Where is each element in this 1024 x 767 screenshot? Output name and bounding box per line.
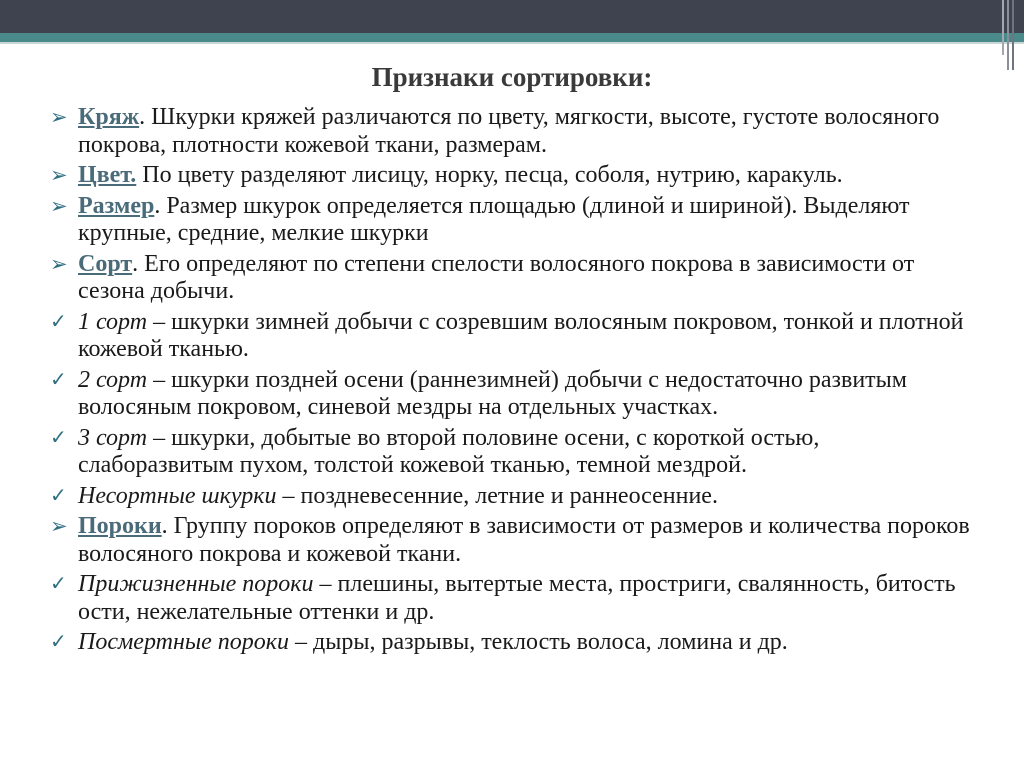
check-bullet-icon: ✓ bbox=[50, 368, 67, 391]
term-color: Цвет. bbox=[78, 162, 137, 188]
term-lifetime-defects: Прижизненные пороки bbox=[78, 571, 314, 597]
list-item-color bbox=[50, 162, 980, 190]
check-bullet-icon: ✓ bbox=[50, 426, 67, 449]
list-item-kryazh bbox=[50, 104, 980, 159]
item-text: . Шкурки кряжей различаются по цвету, мягкости, высоте, густоте волосяного покрова, плотности кожевой ткани, размерам. bbox=[78, 104, 940, 158]
item-text: . Его определяют по степени спелости волосяного покрова в зависимости от сезона добычи. bbox=[78, 250, 915, 304]
check-bullet-icon: ✓ bbox=[50, 631, 67, 653]
item-text: – шкурки, добытые во второй половине осени, с короткой остью, слаборазвитым пухом, толстой кожевой тканью, темной мездрой. bbox=[78, 424, 820, 478]
slide-title: Признаки сортировки: bbox=[371, 62, 653, 92]
list-item-grade-2 bbox=[50, 367, 980, 422]
arrow-bullet-icon: ➢ bbox=[50, 193, 68, 218]
arrow-bullet-icon: ➢ bbox=[50, 514, 68, 538]
decorative-stripes bbox=[994, 0, 1014, 70]
term-grade-3: 3 сорт bbox=[78, 424, 148, 451]
check-bullet-icon: ✓ bbox=[50, 484, 67, 507]
top-bar-line bbox=[0, 42, 1024, 44]
list-item-grade-1 bbox=[50, 309, 980, 364]
item-text: – плешины, вытертые места, простриги, свалянность, битость ости, нежелательные оттенки и др. bbox=[78, 571, 956, 625]
arrow-bullet-icon: ➢ bbox=[50, 163, 68, 187]
term-defects: Пороки bbox=[78, 513, 162, 539]
term-kryazh: Кряж bbox=[78, 104, 140, 130]
term-grade-2: 2 сорт bbox=[78, 366, 148, 393]
item-text: – поздневесенние, летние и раннеосенние. bbox=[276, 482, 718, 509]
list-item-grade bbox=[50, 251, 980, 306]
term-size: Размер bbox=[78, 192, 155, 219]
item-text: . Группу пороков определяют в зависимости от размеров и количества пороков волосяного покрова и кожевой ткани. bbox=[78, 513, 970, 567]
criteria-list bbox=[50, 104, 980, 660]
list-item-grade-3 bbox=[50, 425, 980, 480]
list-item-defects bbox=[50, 513, 980, 568]
top-bar-teal bbox=[0, 33, 1024, 42]
item-text: – дыры, разрывы, теклость волоса, ломина и др. bbox=[289, 629, 788, 655]
term-grade: Сорт bbox=[78, 250, 133, 277]
list-item-lifetime-defects bbox=[50, 571, 980, 626]
item-text: . Размер шкурок определяется площадью (длиной и шириной). Выделяют крупные, средние, мелкие шкурки bbox=[78, 192, 910, 246]
check-bullet-icon: ✓ bbox=[50, 310, 67, 333]
arrow-bullet-icon: ➢ bbox=[50, 105, 68, 129]
term-postmortem-defects: Посмертные пороки bbox=[78, 629, 290, 655]
item-text: – шкурки поздней осени (раннезимней) добычи с недостаточно развитым волосяным покровом, синевой мездры на отдельных участках. bbox=[78, 366, 907, 420]
list-item-postmortem-defects bbox=[50, 629, 980, 657]
top-bar-dark bbox=[0, 0, 1024, 33]
term-ungraded: Несортные шкурки bbox=[78, 482, 277, 509]
arrow-bullet-icon: ➢ bbox=[50, 251, 68, 276]
item-text: – шкурки зимней добычи с созревшим волосяным покровом, тонкой и плотной кожевой тканью. bbox=[78, 308, 964, 362]
list-item-size bbox=[50, 193, 980, 248]
item-text: По цвету разделяют лисицу, норку, песца, соболя, нутрию, каракуль. bbox=[136, 162, 843, 188]
term-grade-1: 1 сорт bbox=[78, 308, 148, 335]
check-bullet-icon: ✓ bbox=[50, 573, 67, 595]
list-item-ungraded bbox=[50, 483, 980, 511]
